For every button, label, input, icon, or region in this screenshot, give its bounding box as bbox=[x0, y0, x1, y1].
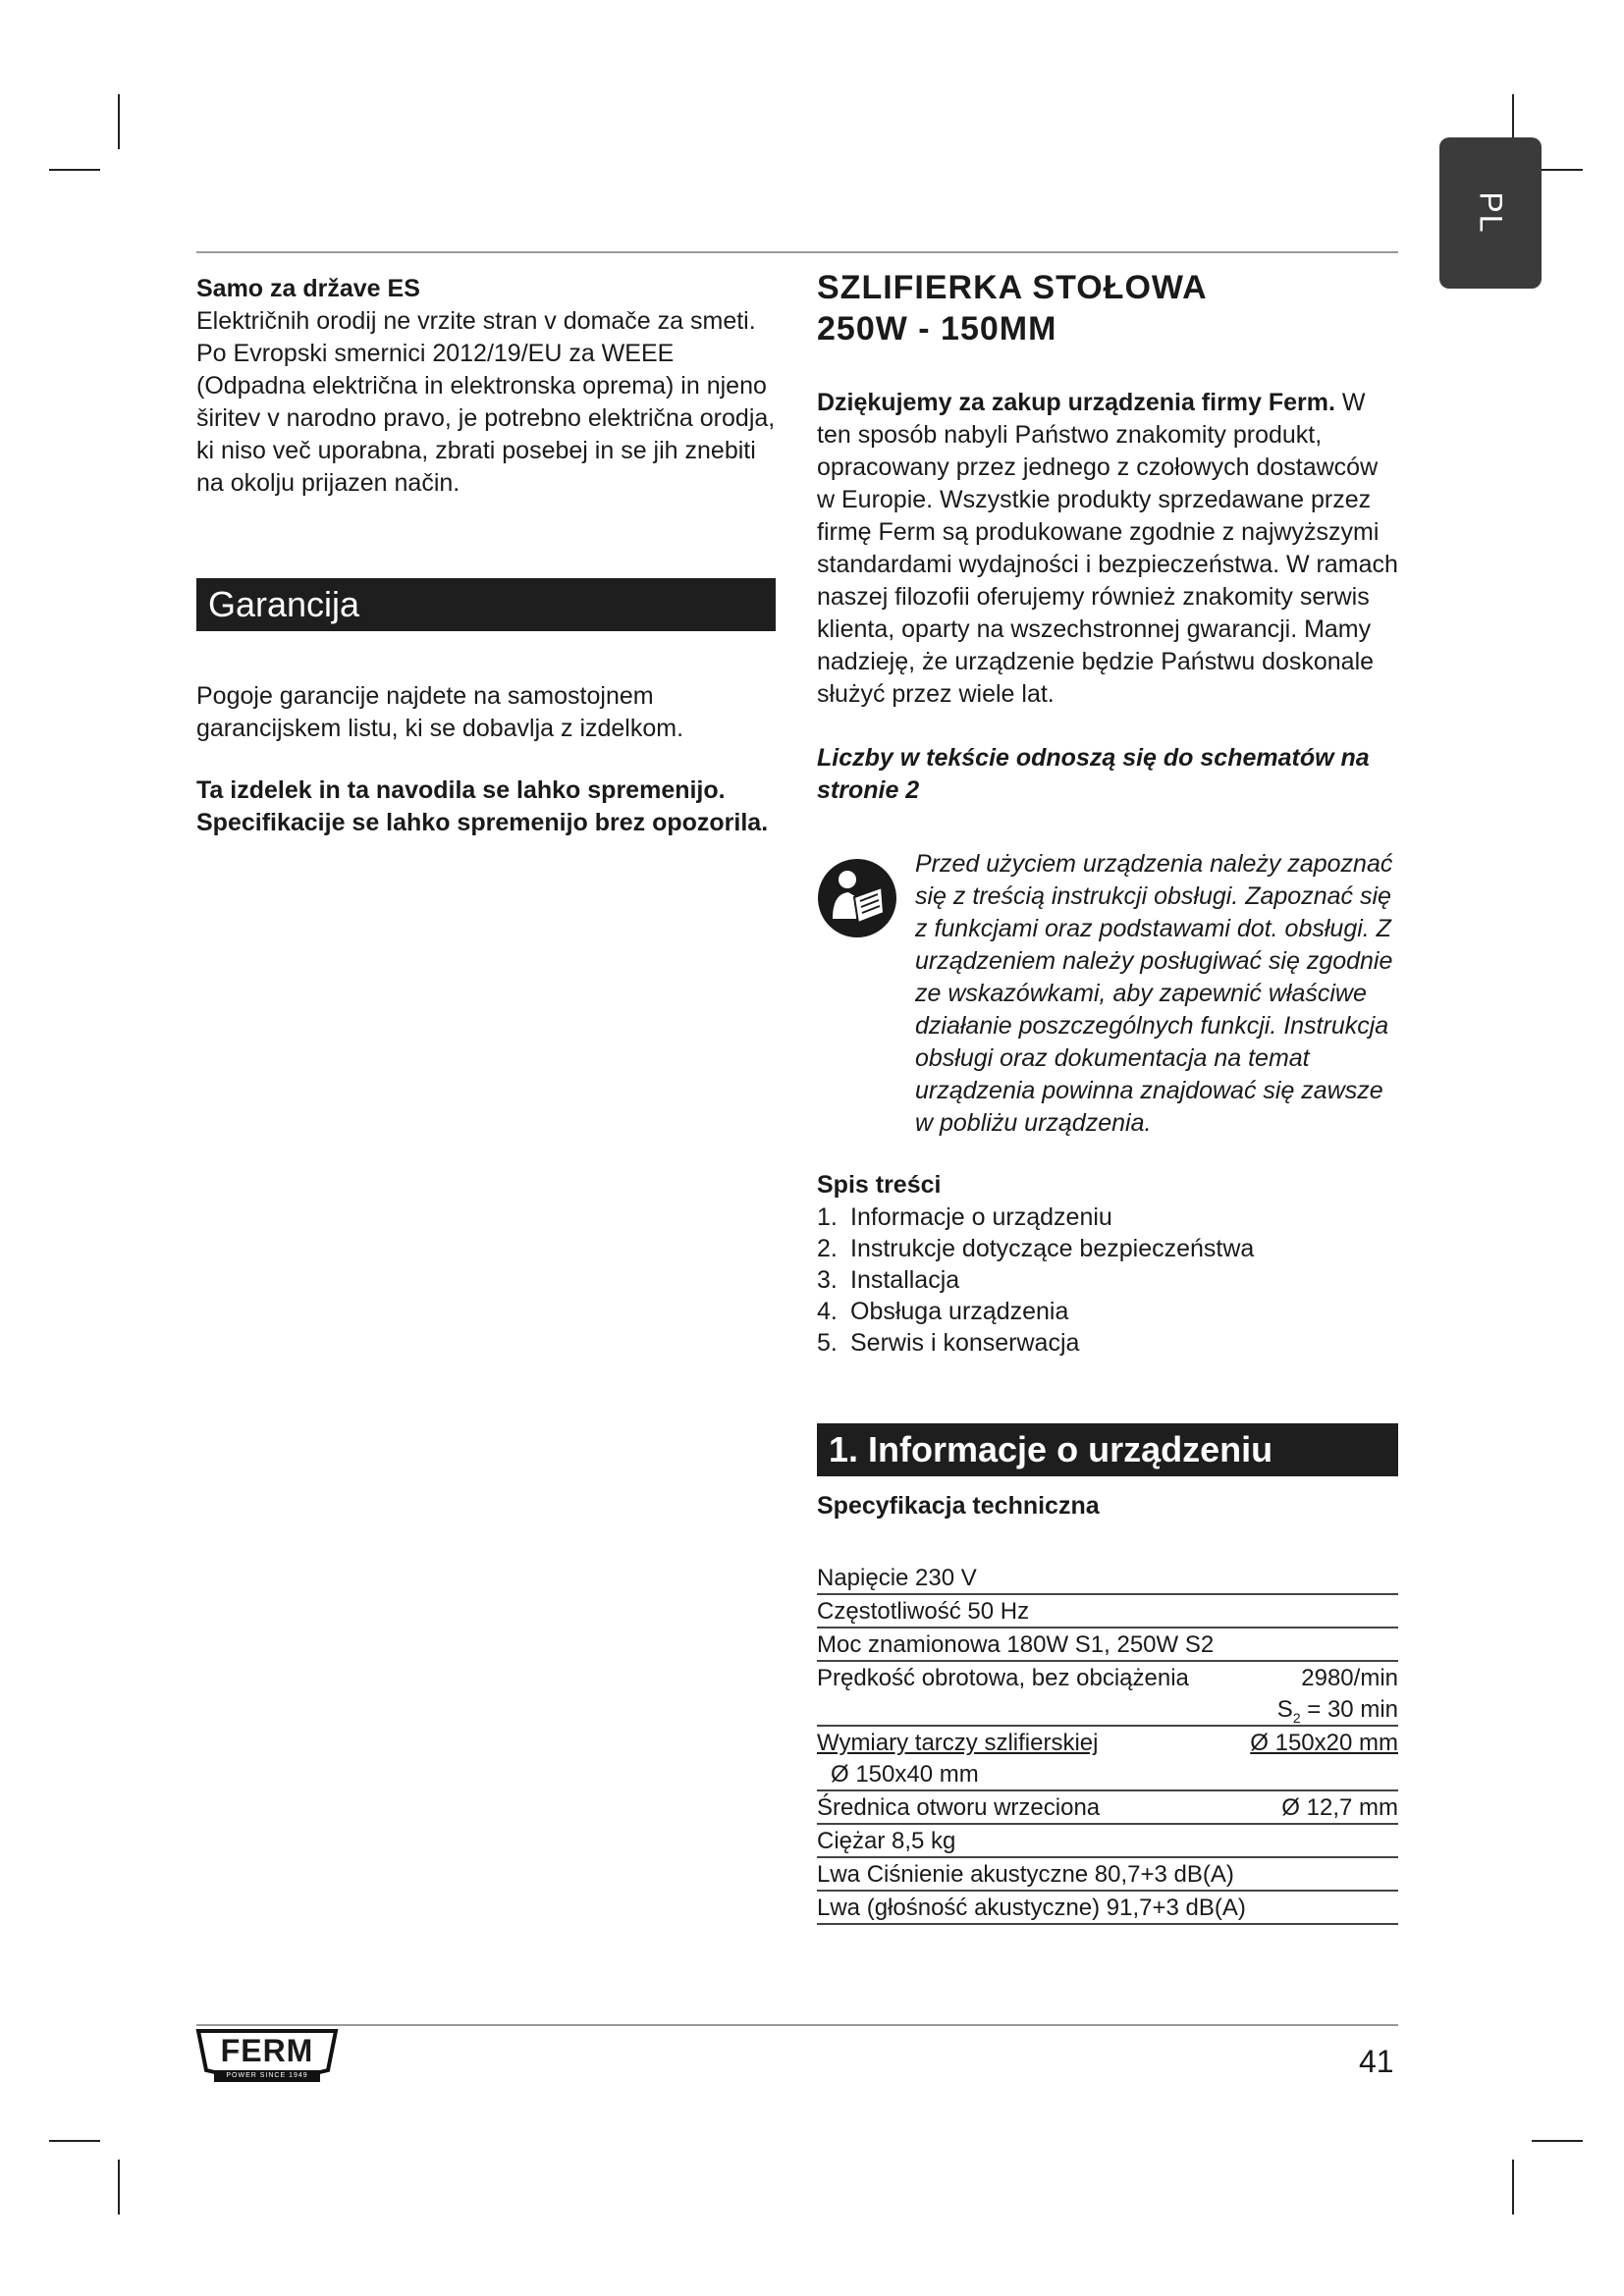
toc-item bbox=[817, 1233, 1398, 1264]
page-number: 41 bbox=[1359, 2044, 1394, 2079]
bottom-rule bbox=[196, 2024, 1398, 2026]
toc-label: Informacje o urządzeniu bbox=[850, 1203, 1112, 1231]
guarantee-text: Pogoje garancije najdete na samostojnem garancijskem listu, ki se dobavlja z izdelkom. bbox=[196, 682, 684, 742]
crop-mark bbox=[1512, 2160, 1514, 2215]
toc-num: 2. bbox=[817, 1235, 838, 1262]
ferm-logo-tagline: POWER SINCE 1949 bbox=[226, 2072, 308, 2079]
toc-num: 5. bbox=[817, 1329, 838, 1357]
spec-row-duty bbox=[817, 1693, 1398, 1727]
left-column bbox=[196, 273, 776, 839]
spec-sound-power: Lwa (głośność akustyczne) 91,7+3 dB(A) bbox=[817, 1895, 1246, 1921]
spec-disc-value2: Ø 150x40 mm bbox=[831, 1761, 979, 1788]
toc-item bbox=[817, 1327, 1398, 1359]
language-label: PL bbox=[1473, 191, 1509, 235]
read-manual-icon bbox=[817, 858, 897, 938]
toc-list bbox=[817, 1201, 1398, 1359]
crop-mark bbox=[118, 94, 120, 149]
spec-table bbox=[817, 1562, 1398, 1925]
spec-row-frequency bbox=[817, 1595, 1398, 1629]
manual-text: Przed użyciem urządzenia należy zapoznać się z treścią instrukcji obsługi. Zapoznać się z funkcjami oraz podstawami dot. obsługi. Z urządzeniem należy posługiwać się zgodnie ze wskazówkami, aby zapewnić właściwe działanie poszczególnych funkcji. Instrukcja obsługi oraz dokumentacja na temat urządzenia powinna znajdować się zawsze w pobliżu urządzenia. bbox=[915, 850, 1393, 1137]
spec-row-disc2 bbox=[817, 1758, 1398, 1791]
spec-row-weight bbox=[817, 1825, 1398, 1858]
change-notice: Ta izdelek in ta navodila se lahko spremenijo. Specifikacije se lahko spremenijo brez opozorila. bbox=[196, 776, 769, 836]
spec-speed-label: Prędkość obrotowa, bez obciążenia bbox=[817, 1665, 1189, 1691]
spec-speed-value: 2980/min bbox=[1301, 1665, 1398, 1691]
spec-row-speed bbox=[817, 1662, 1398, 1693]
toc-label: Instrukcje dotyczące bezpieczeństwa bbox=[850, 1235, 1255, 1262]
spec-row-sound-power bbox=[817, 1892, 1398, 1925]
spec-weight: Ciężar 8,5 kg bbox=[817, 1828, 956, 1854]
figures-note: Liczby w tekście odnoszą się do schematów na stronie 2 bbox=[817, 744, 1370, 804]
toc-num: 3. bbox=[817, 1266, 838, 1294]
manual-notice bbox=[817, 848, 1398, 1140]
spec-power: Moc znamionowa 180W S1, 250W S2 bbox=[817, 1631, 1215, 1658]
toc-num: 1. bbox=[817, 1203, 838, 1231]
crop-mark bbox=[49, 169, 100, 171]
spec-row-power bbox=[817, 1629, 1398, 1662]
spec-disc-value: Ø 150x20 mm bbox=[1250, 1730, 1398, 1756]
duty-sub: 2 bbox=[1292, 1709, 1301, 1726]
spec-row-bore bbox=[817, 1791, 1398, 1825]
top-rule bbox=[196, 251, 1398, 253]
manual-icon-wrap bbox=[817, 848, 915, 1140]
spec-disc-label: Wymiary tarczy szlifierskiej bbox=[817, 1730, 1099, 1756]
toc-item bbox=[817, 1264, 1398, 1296]
right-column bbox=[817, 267, 1398, 1925]
language-tab bbox=[1439, 137, 1542, 289]
section-heading-information: 1. Informacje o urządzeniu bbox=[817, 1423, 1398, 1476]
thanks-text: W ten sposób nabyli Państwo znakomity produkt, opracowany przez jednego z czołowych dostawców w Europie. Wszystkie produkty sprzedawane przez firmę Ferm są produkowane zgodnie z najwyższymi standardami wydajności i bezpieczeństwa. W ramach naszej filozofii oferujemy również znakomity serwis klienta, oparty na wszechstronnej gwarancji. Mamy nadzieję, że urządzenie będzie Państwu doskonale służyć przez wiele lat. bbox=[817, 389, 1398, 708]
toc-label: Obsługa urządzenia bbox=[850, 1298, 1069, 1325]
section-heading-guarantee: Garancija bbox=[196, 578, 776, 631]
thanks-bold: Dziękujemy za zakup urządzenia firmy Ferm. bbox=[817, 389, 1335, 416]
thanks-paragraph bbox=[817, 387, 1398, 711]
toc-item bbox=[817, 1296, 1398, 1327]
duty-s: S bbox=[1276, 1696, 1293, 1723]
spec-bore-label: Średnica otworu wrzeciona bbox=[817, 1794, 1101, 1821]
disposal-heading: Samo za države ES bbox=[196, 275, 420, 302]
spec-bore-value: Ø 12,7 mm bbox=[1281, 1794, 1398, 1821]
spec-row-sound-pressure bbox=[817, 1858, 1398, 1892]
spec-heading: Specyfikacja techniczna bbox=[817, 1492, 1100, 1520]
product-title-line1: SZLIFIERKA STOŁOWA bbox=[817, 269, 1208, 306]
crop-mark bbox=[1532, 2140, 1583, 2142]
spec-frequency: Częstotliwość 50 Hz bbox=[817, 1598, 1030, 1625]
crop-mark bbox=[49, 2140, 100, 2142]
toc-heading: Spis treści bbox=[817, 1171, 942, 1199]
toc-label: Installacja bbox=[850, 1266, 960, 1294]
ferm-logo-text: FERM bbox=[220, 2033, 314, 2068]
disposal-text: Električnih orodij ne vrzite stran v domače za smeti. Po Evropski smernici 2012/19/EU za WEEE (Odpadna električna in elektronska oprema) in njeno širitev v narodno pravo, je potrebno električna orodja, ki niso več uporabna, zbrati posebej in se jih znebiti na okolju prijazen način. bbox=[196, 307, 776, 497]
toc-label: Serwis i konserwacja bbox=[850, 1329, 1080, 1357]
product-title-line2: 250W - 150MM bbox=[817, 310, 1057, 347]
crop-mark bbox=[118, 2160, 120, 2215]
toc-item bbox=[817, 1201, 1398, 1233]
ferm-logo bbox=[194, 2025, 340, 2088]
spec-duty bbox=[1277, 1693, 1398, 1725]
toc-num: 4. bbox=[817, 1298, 838, 1325]
duty-value: = 30 min bbox=[1300, 1696, 1398, 1723]
spec-voltage: Napięcie 230 V bbox=[817, 1565, 977, 1591]
spec-row-voltage bbox=[817, 1562, 1398, 1595]
spec-row-disc bbox=[817, 1727, 1398, 1758]
spec-sound-pressure: Lwa Ciśnienie akustyczne 80,7+3 dB(A) bbox=[817, 1861, 1234, 1888]
